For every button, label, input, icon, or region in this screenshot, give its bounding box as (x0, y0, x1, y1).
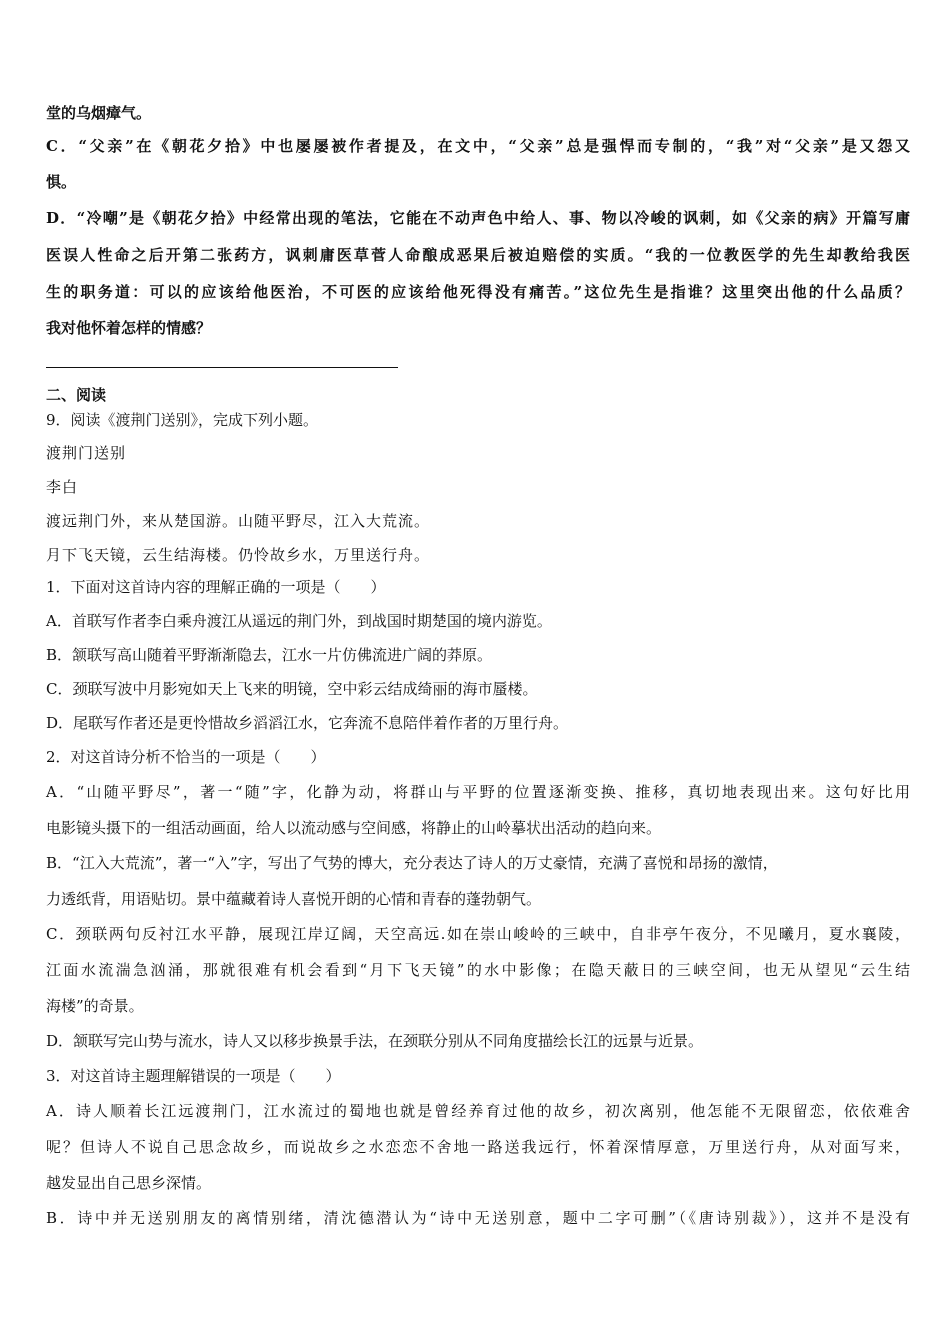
sub2-option-c-line3: 海楼”的奇景。 (46, 997, 144, 1015)
sub1-option-d: D．尾联写作者还是更怜惜故乡滔滔江水，它奔流不息陪伴着作者的万里行舟。 (46, 714, 569, 732)
poem-line-2: 月下飞天镜，云生结海楼。仍怜故乡水，万里送行舟。 (46, 546, 431, 564)
sub2-option-c-line1: C．颈联两句反衬江水平静，展现江岸辽阔，天空高远.如在崇山峻岭的三峡中，自非亭午夜分，不见曦月，夏水襄陵， (46, 925, 910, 943)
q9-intro: 9．阅读《渡荆门送别》，完成下列小题。 (46, 411, 319, 429)
sub1-option-a: A．首联写作者李白乘舟渡江从遥远的荆门外，到战国时期楚国的境内游览。 (46, 612, 552, 630)
sub3-option-b-line1: B．诗中并无送别朋友的离情别绪，清沈德潜认为“诗中无送别意，题中二字可删”（《唐诗别裁》），这并不是没有 (46, 1209, 910, 1227)
sub3-option-a-line2: 呢？但诗人不说自己思念故乡，而说故乡之水恋恋不舍地一路送我远行，怀着深情厚意，万里送行舟，从对面写来， (46, 1138, 910, 1156)
sub1-option-c: C．颈联写波中月影宛如天上飞来的明镜，空中彩云结成绮丽的海市蜃楼。 (46, 680, 538, 698)
sub2-option-d: D．颔联写完山势与流水，诗人又以移步换景手法，在颈联分别从不同角度描绘长江的远景与近景。 (46, 1032, 704, 1050)
q8-option-d-line1: D．“冷嘲”是《朝花夕拾》中经常出现的笔法，它能在不动声色中给人、事、物以冷峻的讽刺，如《父亲的病》开篇写庸 (46, 209, 910, 227)
answer-blank-line (46, 367, 398, 368)
sub1-stem: 1．下面对这首诗内容的理解正确的一项是（ ） (46, 578, 386, 596)
sub2-option-c-line2: 江面水流湍急汹涌，那就很难有机会看到“月下飞天镜”的水中影像；在隐天蔽日的三峡空间，也无从望见“云生结 (46, 961, 910, 979)
sub3-stem: 3．对这首诗主题理解错误的一项是（ ） (46, 1067, 341, 1085)
q8-option-c-line1: C．“父亲”在《朝花夕拾》中也屡屡被作者提及，在文中，“父亲”总是强悍而专制的，“我”对“父亲”是又怨又 (46, 137, 910, 155)
sub3-option-a-line1: A．诗人顺着长江远渡荆门，江水流过的蜀地也就是曾经养育过他的故乡，初次离别，他怎能不无限留恋，依依难舍 (46, 1102, 910, 1120)
sub2-option-b-line1: B．“江入大荒流”，著一“入”字，写出了气势的博大，充分表达了诗人的万丈豪情，充满了喜悦和昂扬的激情， (46, 854, 778, 872)
sub2-option-a-line2: 电影镜头摄下的一组活动画面，给人以流动感与空间感，将静止的山岭摹状出活动的趋向来。 (46, 819, 662, 837)
q8-option-d-line3: 生的职务道：可以的应该给他医治，不可医的应该给他死得没有痛苦。”这位先生是指谁？这里突出他的什么品质？ (46, 283, 910, 301)
q8-option-b-tail: 堂的乌烟瘴气。 (46, 104, 152, 122)
q8-option-d-line4: 我对他怀着怎样的情感？ (46, 319, 212, 337)
poem-title: 渡荆门送别 (46, 444, 127, 462)
sub3-option-a-line3: 越发显出自己思乡深情。 (46, 1174, 212, 1192)
q8-option-c-line2: 惧。 (46, 173, 77, 191)
sub2-option-b-line2: 力透纸背，用语贴切。景中蕴藏着诗人喜悦开朗的心情和青春的蓬勃朝气。 (46, 890, 542, 908)
sub2-option-a-line1: A．“山随平野尽”，著一“随”字，化静为动，将群山与平野的位置逐渐变换、推移，真切地表现出来。这句好比用 (46, 783, 910, 801)
poem-line-1: 渡远荆门外，来从楚国游。山随平野尽，江入大荒流。 (46, 512, 431, 530)
section-title: 二、阅读 (46, 386, 107, 404)
q8-option-d-line2: 医误人性命之后开第二张药方，讽刺庸医草菅人命酿成恶果后被迫赔偿的实质。“我的一位教医学的先生却教给我医 (46, 246, 910, 264)
poem-author: 李白 (46, 478, 79, 496)
sub2-stem: 2．对这首诗分析不恰当的一项是（ ） (46, 748, 326, 766)
sub1-option-b: B．颔联写高山随着平野渐渐隐去，江水一片仿佛流进广阔的莽原。 (46, 646, 493, 664)
